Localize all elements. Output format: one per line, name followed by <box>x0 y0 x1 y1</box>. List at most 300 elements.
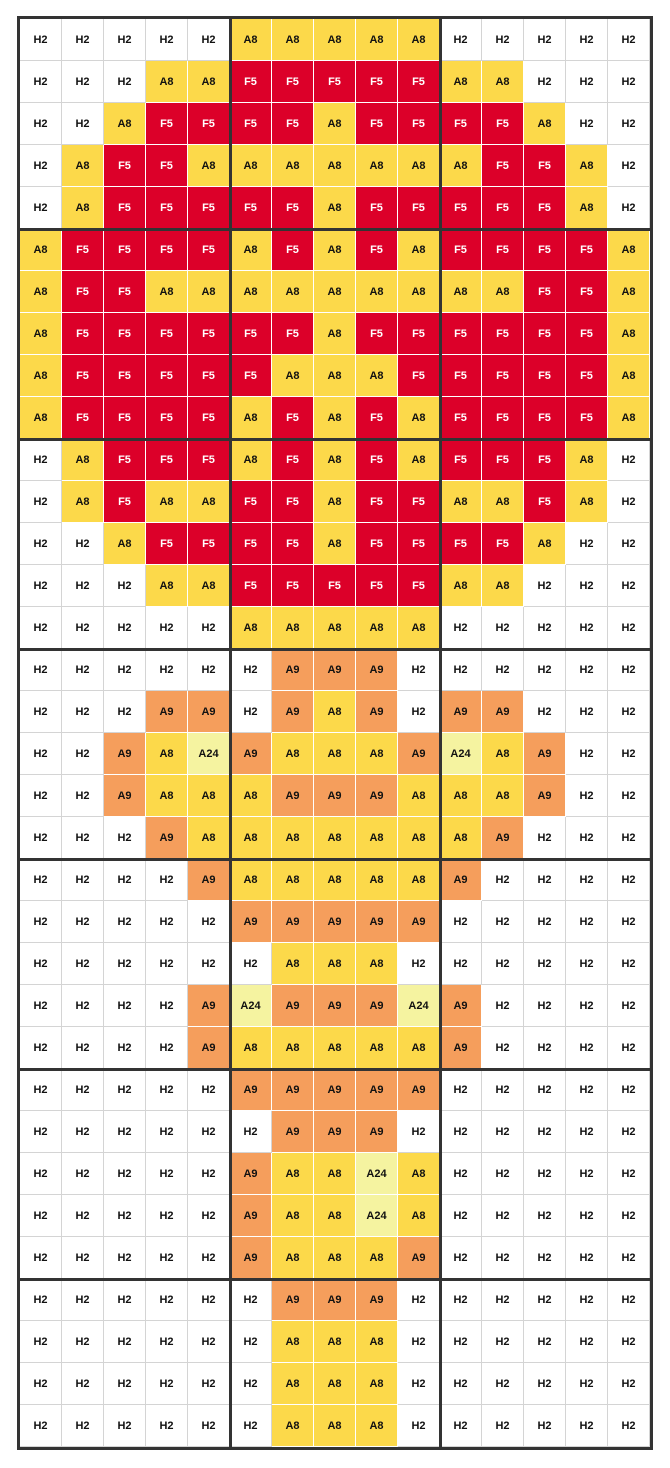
grid-cell: A8 <box>440 271 482 313</box>
grid-cell: H2 <box>482 1027 524 1069</box>
grid-cell: F5 <box>272 313 314 355</box>
grid-cell: H2 <box>62 1321 104 1363</box>
grid-cell: H2 <box>524 691 566 733</box>
grid-cell: A8 <box>146 481 188 523</box>
grid-cell: H2 <box>62 859 104 901</box>
grid-cell: F5 <box>104 439 146 481</box>
grid-cell: F5 <box>230 355 272 397</box>
grid-cell: F5 <box>356 481 398 523</box>
grid-cell: A8 <box>20 313 62 355</box>
grid-cell: A8 <box>230 439 272 481</box>
grid-cell: F5 <box>482 439 524 481</box>
grid-cell: F5 <box>146 229 188 271</box>
grid-cell: A8 <box>314 943 356 985</box>
grid-cell: A8 <box>608 229 650 271</box>
grid-cell: A8 <box>146 61 188 103</box>
grid-cell: A24 <box>230 985 272 1027</box>
grid-cell: H2 <box>608 1069 650 1111</box>
grid-cell: F5 <box>230 187 272 229</box>
block-divider-horizontal <box>20 648 650 651</box>
grid-cell: F5 <box>146 523 188 565</box>
grid-cell: A8 <box>524 103 566 145</box>
grid-cell: F5 <box>482 313 524 355</box>
grid-cell: A8 <box>62 439 104 481</box>
grid-cell: H2 <box>20 1111 62 1153</box>
grid-cell: A8 <box>608 355 650 397</box>
grid-cell: H2 <box>104 859 146 901</box>
grid-cell: A9 <box>440 985 482 1027</box>
grid-cell: A9 <box>272 985 314 1027</box>
grid-cell: A8 <box>104 103 146 145</box>
grid-cell: A8 <box>230 397 272 439</box>
grid-cell: F5 <box>146 145 188 187</box>
grid-cell: F5 <box>482 355 524 397</box>
grid-cell: F5 <box>272 439 314 481</box>
grid-cell: A24 <box>398 985 440 1027</box>
grid-cell: F5 <box>356 313 398 355</box>
grid-cell: F5 <box>566 313 608 355</box>
grid-cell: H2 <box>62 1069 104 1111</box>
grid-cell: H2 <box>62 1111 104 1153</box>
grid-cell: A8 <box>314 313 356 355</box>
grid-cell: H2 <box>566 859 608 901</box>
grid-cell: H2 <box>608 1237 650 1279</box>
grid-cell: A9 <box>230 901 272 943</box>
grid-cell: H2 <box>146 1279 188 1321</box>
grid-cell: H2 <box>20 61 62 103</box>
grid-cell: H2 <box>398 1321 440 1363</box>
grid-cell: F5 <box>272 229 314 271</box>
block-divider-vertical <box>229 19 232 1447</box>
grid-cell: A8 <box>524 523 566 565</box>
grid-cell: F5 <box>272 397 314 439</box>
grid-cell: H2 <box>146 1153 188 1195</box>
grid-cell: H2 <box>482 1153 524 1195</box>
grid-cell: H2 <box>524 943 566 985</box>
grid-cell: H2 <box>398 1279 440 1321</box>
grid-cell: F5 <box>398 313 440 355</box>
grid-cell: A9 <box>314 649 356 691</box>
grid-cell: A8 <box>482 61 524 103</box>
grid-cell: A8 <box>566 187 608 229</box>
grid-cell: H2 <box>566 817 608 859</box>
grid-cell: F5 <box>104 313 146 355</box>
grid-cell: H2 <box>62 691 104 733</box>
grid-cell: A8 <box>188 565 230 607</box>
grid-cell: H2 <box>524 1321 566 1363</box>
grid-cell: A8 <box>62 481 104 523</box>
grid-cell: H2 <box>20 439 62 481</box>
grid-cell: H2 <box>188 943 230 985</box>
grid-cell: H2 <box>20 1195 62 1237</box>
grid-cell: H2 <box>566 733 608 775</box>
grid-cell: H2 <box>566 1363 608 1405</box>
grid-cell: F5 <box>272 187 314 229</box>
grid-cell: F5 <box>482 145 524 187</box>
grid-cell: H2 <box>566 901 608 943</box>
grid-cell: H2 <box>482 985 524 1027</box>
grid-cell: H2 <box>398 649 440 691</box>
grid-cell: H2 <box>62 649 104 691</box>
grid-cell: H2 <box>566 775 608 817</box>
grid-cell: A8 <box>188 61 230 103</box>
grid-cell: A8 <box>440 145 482 187</box>
grid-cell: A8 <box>398 817 440 859</box>
grid-cell: A8 <box>398 439 440 481</box>
grid-cell: A8 <box>608 397 650 439</box>
block-divider-horizontal <box>20 858 650 861</box>
grid-cell: F5 <box>356 439 398 481</box>
grid-cell: H2 <box>62 565 104 607</box>
grid-cell: H2 <box>608 1405 650 1447</box>
grid-cell: A8 <box>398 229 440 271</box>
block-divider-horizontal <box>20 438 650 441</box>
grid-cell: A8 <box>188 481 230 523</box>
grid-cell: H2 <box>146 1195 188 1237</box>
grid-cell: A9 <box>356 1111 398 1153</box>
grid-cell: H2 <box>104 61 146 103</box>
grid-cell: H2 <box>398 943 440 985</box>
grid-cell: F5 <box>356 229 398 271</box>
grid-cell: A8 <box>356 607 398 649</box>
grid-cell: H2 <box>482 1405 524 1447</box>
grid-cell: H2 <box>566 943 608 985</box>
grid-cell: H2 <box>146 1111 188 1153</box>
grid-cell: A8 <box>272 271 314 313</box>
grid-cell: A8 <box>440 565 482 607</box>
grid-cell: A8 <box>314 1027 356 1069</box>
grid-cell: H2 <box>188 19 230 61</box>
grid-cell: A9 <box>314 775 356 817</box>
grid-cell: H2 <box>524 859 566 901</box>
grid-cell: A8 <box>230 145 272 187</box>
grid-cell: H2 <box>62 103 104 145</box>
grid-cell: F5 <box>482 187 524 229</box>
grid-cell: A8 <box>272 817 314 859</box>
grid-cell: A9 <box>314 1279 356 1321</box>
grid-cell: A8 <box>272 943 314 985</box>
grid-cell: F5 <box>230 565 272 607</box>
grid-cell: A8 <box>230 229 272 271</box>
grid-cell: A8 <box>356 859 398 901</box>
grid-cell: H2 <box>524 1195 566 1237</box>
grid-cell: A8 <box>272 1195 314 1237</box>
grid-cell: F5 <box>146 313 188 355</box>
grid-cell: H2 <box>398 1405 440 1447</box>
grid-cell: H2 <box>482 901 524 943</box>
grid-cell: A8 <box>230 1027 272 1069</box>
grid-cell: A8 <box>230 859 272 901</box>
grid-cell: H2 <box>20 1069 62 1111</box>
grid-cell: H2 <box>524 1027 566 1069</box>
grid-cell: A8 <box>314 271 356 313</box>
grid-cell: H2 <box>188 1237 230 1279</box>
grid-cell: A8 <box>314 859 356 901</box>
grid-cell: A9 <box>356 1069 398 1111</box>
grid-cell: F5 <box>398 187 440 229</box>
grid-cell: H2 <box>230 943 272 985</box>
grid-cell: A8 <box>566 439 608 481</box>
grid-cell: H2 <box>440 1111 482 1153</box>
grid-cell: A8 <box>62 187 104 229</box>
grid-cell: F5 <box>482 229 524 271</box>
grid-cell: H2 <box>566 1111 608 1153</box>
grid-cell: H2 <box>20 775 62 817</box>
grid-cell: A9 <box>398 1069 440 1111</box>
grid-cell: H2 <box>20 1237 62 1279</box>
grid-cell: H2 <box>608 733 650 775</box>
grid-cell: H2 <box>62 523 104 565</box>
grid-cell: A8 <box>230 817 272 859</box>
grid-cell: H2 <box>482 1321 524 1363</box>
grid-cell: F5 <box>524 271 566 313</box>
grid-cell: H2 <box>104 1111 146 1153</box>
grid-cell: H2 <box>62 607 104 649</box>
grid-cell: A8 <box>314 1153 356 1195</box>
grid-cell: H2 <box>482 943 524 985</box>
grid-cell: A8 <box>146 565 188 607</box>
grid-cell: A24 <box>188 733 230 775</box>
grid-cell: F5 <box>566 397 608 439</box>
grid-cell: A9 <box>230 1195 272 1237</box>
grid-cell: A8 <box>20 229 62 271</box>
grid-cell: H2 <box>440 1069 482 1111</box>
grid-cell: A8 <box>482 481 524 523</box>
grid-cell: H2 <box>608 103 650 145</box>
grid-cell: A8 <box>314 19 356 61</box>
grid-cell: A8 <box>356 733 398 775</box>
grid-cell: A8 <box>314 103 356 145</box>
grid-cell: H2 <box>62 775 104 817</box>
grid-cell: A8 <box>314 1405 356 1447</box>
grid-cell: H2 <box>608 1153 650 1195</box>
grid-cell: H2 <box>20 481 62 523</box>
grid-cell: A8 <box>272 1237 314 1279</box>
grid-cell: H2 <box>566 1237 608 1279</box>
grid-cell: F5 <box>566 229 608 271</box>
grid-cell: H2 <box>566 61 608 103</box>
grid-cell: H2 <box>146 985 188 1027</box>
grid-cell: H2 <box>62 733 104 775</box>
grid-cell: A8 <box>146 733 188 775</box>
grid-cell: F5 <box>524 313 566 355</box>
grid-cell: A8 <box>440 775 482 817</box>
grid-cell: H2 <box>440 1363 482 1405</box>
grid-cell: H2 <box>104 1153 146 1195</box>
grid-cell: A8 <box>314 1363 356 1405</box>
grid-cell: H2 <box>440 901 482 943</box>
grid-cell: H2 <box>524 1153 566 1195</box>
grid-cell: A8 <box>20 397 62 439</box>
grid-cell: F5 <box>146 397 188 439</box>
grid-cell: H2 <box>608 943 650 985</box>
grid-cell: A9 <box>272 775 314 817</box>
grid-cell: A8 <box>272 145 314 187</box>
grid-cell: H2 <box>524 1111 566 1153</box>
grid-cell: H2 <box>608 187 650 229</box>
grid-cell: A8 <box>314 817 356 859</box>
grid-cell: H2 <box>188 1111 230 1153</box>
grid-cell: F5 <box>356 61 398 103</box>
grid-cell: A8 <box>356 19 398 61</box>
grid-cell: A9 <box>146 817 188 859</box>
grid-cell: A8 <box>146 775 188 817</box>
grid-cell: H2 <box>440 943 482 985</box>
grid-cell: H2 <box>146 1237 188 1279</box>
grid-cell: A8 <box>440 817 482 859</box>
grid-cell: F5 <box>524 187 566 229</box>
grid-cell: A9 <box>272 1111 314 1153</box>
grid-cell: H2 <box>188 649 230 691</box>
grid-cell: F5 <box>188 355 230 397</box>
grid-cell: H2 <box>608 61 650 103</box>
grid-cell: A8 <box>272 733 314 775</box>
grid-cell: A8 <box>314 607 356 649</box>
grid-cell: H2 <box>398 1111 440 1153</box>
grid-cell: H2 <box>20 19 62 61</box>
grid-cell: A8 <box>230 775 272 817</box>
grid-cell: A9 <box>356 649 398 691</box>
grid-cell: F5 <box>398 103 440 145</box>
grid-cell: H2 <box>608 1027 650 1069</box>
grid-cell: A9 <box>314 1111 356 1153</box>
grid-cell: A8 <box>314 1237 356 1279</box>
grid-cell: A8 <box>398 1153 440 1195</box>
grid-cell: A8 <box>398 1195 440 1237</box>
grid-cell: A9 <box>230 1153 272 1195</box>
grid-cell: A8 <box>356 1405 398 1447</box>
grid-cell: A9 <box>188 691 230 733</box>
grid-cell: H2 <box>608 859 650 901</box>
grid-cell: A9 <box>440 1027 482 1069</box>
grid-cell: A8 <box>272 1153 314 1195</box>
grid-cell: A24 <box>440 733 482 775</box>
block-divider-horizontal <box>20 1068 650 1071</box>
grid-cell: F5 <box>104 187 146 229</box>
grid-cell: H2 <box>524 61 566 103</box>
grid-cell: A8 <box>440 61 482 103</box>
grid-cell: F5 <box>104 271 146 313</box>
grid-cell: H2 <box>230 1405 272 1447</box>
grid-cell: H2 <box>62 1027 104 1069</box>
grid-cell: H2 <box>20 145 62 187</box>
grid-cell: A8 <box>314 229 356 271</box>
grid-cell: A9 <box>272 649 314 691</box>
grid-cell: A8 <box>482 565 524 607</box>
grid-cell: F5 <box>104 229 146 271</box>
grid-cell: A8 <box>356 271 398 313</box>
grid-cell: A9 <box>230 1237 272 1279</box>
grid-cell: A8 <box>314 733 356 775</box>
grid-cell: A8 <box>188 775 230 817</box>
grid-cell: F5 <box>146 439 188 481</box>
grid-cell: F5 <box>524 439 566 481</box>
grid-cell: H2 <box>62 817 104 859</box>
grid-cell: A8 <box>398 1027 440 1069</box>
grid-cell: A8 <box>398 397 440 439</box>
grid-cell: F5 <box>440 187 482 229</box>
grid-cell: A9 <box>188 985 230 1027</box>
grid-cell: H2 <box>608 901 650 943</box>
grid-cell: H2 <box>608 1363 650 1405</box>
grid-cell: H2 <box>20 565 62 607</box>
grid-cell: F5 <box>188 229 230 271</box>
grid-cell: H2 <box>146 1363 188 1405</box>
grid-cell: H2 <box>230 691 272 733</box>
grid-cell: F5 <box>146 355 188 397</box>
grid-cell: A9 <box>188 1027 230 1069</box>
grid-cell: H2 <box>608 1195 650 1237</box>
grid-cell: F5 <box>440 355 482 397</box>
grid-cell: H2 <box>104 1069 146 1111</box>
grid-cell: H2 <box>524 901 566 943</box>
grid-cell: H2 <box>20 691 62 733</box>
grid-cell: F5 <box>356 187 398 229</box>
grid-cell: H2 <box>188 607 230 649</box>
grid-cell: H2 <box>62 943 104 985</box>
grid-cell: A8 <box>272 1321 314 1363</box>
grid-cell: H2 <box>566 103 608 145</box>
grid-cell: H2 <box>104 1195 146 1237</box>
grid-cell: H2 <box>20 1363 62 1405</box>
grid-cell: H2 <box>608 775 650 817</box>
grid-cell: H2 <box>62 1363 104 1405</box>
grid-cell: F5 <box>398 523 440 565</box>
grid-cell: A8 <box>230 607 272 649</box>
grid-cell: F5 <box>230 61 272 103</box>
grid-cell: H2 <box>20 943 62 985</box>
grid-cell: F5 <box>272 103 314 145</box>
grid-cell: H2 <box>440 1405 482 1447</box>
grid-cell: A9 <box>104 733 146 775</box>
grid-cell: A8 <box>482 733 524 775</box>
grid-cell: H2 <box>146 901 188 943</box>
grid-cell: H2 <box>482 19 524 61</box>
grid-cell: H2 <box>146 859 188 901</box>
grid-cell: F5 <box>230 523 272 565</box>
grid-cell: A8 <box>566 145 608 187</box>
grid-cell: A8 <box>398 145 440 187</box>
grid-cell: A8 <box>356 145 398 187</box>
grid-cell: A9 <box>482 817 524 859</box>
grid-cell: A9 <box>272 1069 314 1111</box>
block-divider-horizontal <box>20 1278 650 1281</box>
grid-cell: H2 <box>230 1279 272 1321</box>
grid-cell: H2 <box>20 103 62 145</box>
grid-cell: H2 <box>524 985 566 1027</box>
grid-cell: A8 <box>272 607 314 649</box>
grid-cell: A8 <box>314 481 356 523</box>
grid-cell: H2 <box>398 691 440 733</box>
grid-cell: A9 <box>524 775 566 817</box>
grid-cell: A8 <box>482 775 524 817</box>
grid-cell: H2 <box>104 943 146 985</box>
grid-cell: H2 <box>482 607 524 649</box>
grid-cell: H2 <box>566 523 608 565</box>
grid-cell: H2 <box>608 607 650 649</box>
grid-cell: H2 <box>566 1405 608 1447</box>
grid-cell: F5 <box>272 481 314 523</box>
grid-cell: F5 <box>272 565 314 607</box>
grid-cell: A8 <box>230 19 272 61</box>
grid-cell: H2 <box>146 19 188 61</box>
grid-cell: A8 <box>272 1363 314 1405</box>
grid-cell: A8 <box>188 271 230 313</box>
grid-cell: A8 <box>398 271 440 313</box>
grid-cell: F5 <box>356 397 398 439</box>
grid-cell: H2 <box>608 481 650 523</box>
grid-cell: H2 <box>146 1069 188 1111</box>
